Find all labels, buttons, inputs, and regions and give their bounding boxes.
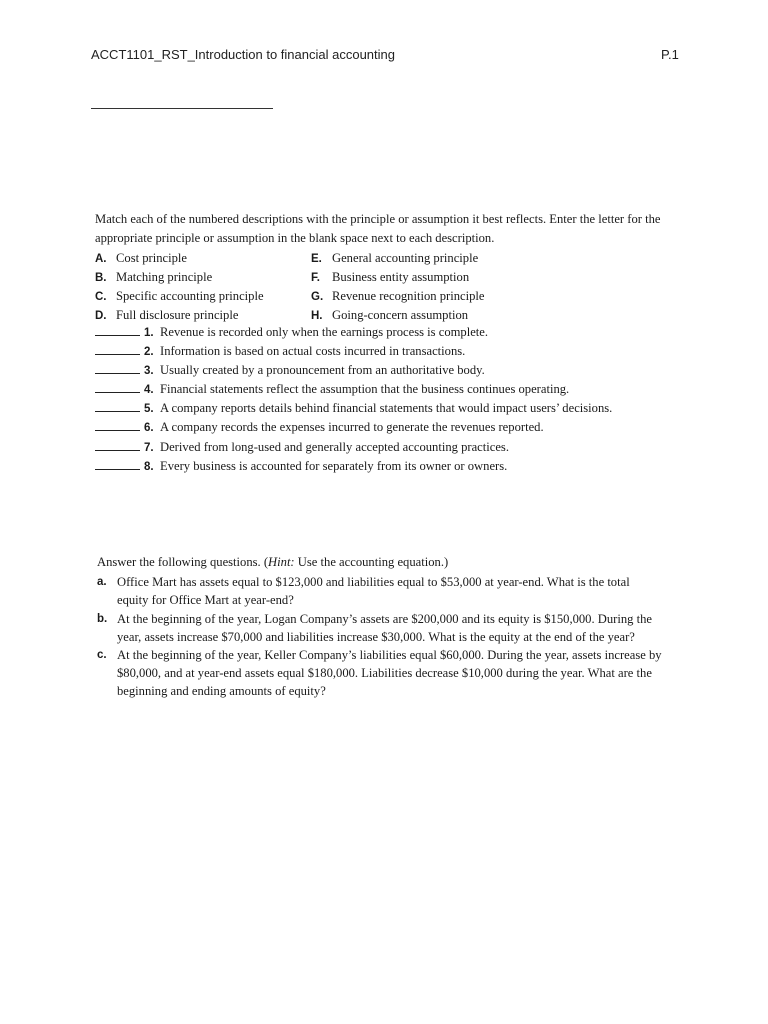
question-text: Office Mart has assets equal to $123,000 and liabilities equal to $53,000 at year-end. What is the total equity for Office Mart at year-end? — [117, 575, 630, 607]
description-text: Revenue is recorded only when the earnings process is complete. — [160, 325, 489, 339]
question-text: At the beginning of the year, Logan Company’s assets are $200,000 and its equity is $150,000. During the year, assets increase $70,000 and liabilities increase $30,000. What is the equity at the end of the year? — [117, 612, 652, 644]
option-text: Business entity assumption — [332, 270, 470, 284]
description-number: 2. — [144, 346, 154, 358]
option-text: Revenue recognition principle — [332, 289, 485, 303]
description-number: 6. — [144, 422, 154, 434]
answer-blank[interactable] — [95, 325, 140, 336]
option-f — [311, 268, 469, 286]
description-number: 4. — [144, 384, 154, 396]
question-a — [97, 573, 662, 609]
option-letter: B. — [95, 272, 107, 284]
option-d — [95, 306, 238, 324]
option-e — [311, 249, 478, 267]
question-letter: c. — [97, 649, 107, 661]
questions-intro — [97, 555, 448, 570]
option-text: Cost principle — [116, 251, 188, 265]
option-h — [311, 306, 468, 324]
intro-text: Use the accounting equation.) — [294, 555, 449, 569]
option-text: Specific accounting principle — [116, 289, 264, 303]
question-b — [97, 610, 662, 646]
description-row — [95, 363, 485, 378]
answer-blank[interactable] — [95, 440, 140, 451]
option-text: Matching principle — [116, 270, 213, 284]
question-letter: a. — [97, 576, 107, 588]
description-row — [95, 325, 488, 340]
option-text: General accounting principle — [332, 251, 479, 265]
option-c — [95, 287, 264, 305]
description-number: 7. — [144, 442, 154, 454]
option-letter: F. — [311, 272, 320, 284]
hint-label: Hint: — [268, 555, 295, 569]
answer-blank[interactable] — [95, 382, 140, 393]
option-letter: E. — [311, 253, 322, 265]
option-text: Going-concern assumption — [332, 308, 469, 322]
page-number: P.1 — [661, 47, 679, 62]
description-number: 1. — [144, 327, 154, 339]
option-letter: H. — [311, 310, 323, 322]
option-letter: C. — [95, 291, 107, 303]
question-c — [97, 646, 662, 700]
description-text: Usually created by a pronouncement from an authoritative body. — [160, 363, 485, 377]
course-header: ACCT1101_RST_Introduction to financial accounting — [91, 47, 395, 62]
description-text: Information is based on actual costs incurred in transactions. — [160, 344, 466, 358]
answer-blank[interactable] — [95, 363, 140, 374]
name-blank-line — [91, 108, 273, 109]
description-text: A company records the expenses incurred to generate the revenues reported. — [160, 420, 544, 434]
option-letter: D. — [95, 310, 107, 322]
answer-blank[interactable] — [95, 401, 140, 412]
question-letter: b. — [97, 613, 108, 625]
description-number: 3. — [144, 365, 154, 377]
description-text: Financial statements reflect the assumption that the business continues operating. — [160, 382, 570, 396]
description-text: A company reports details behind financial statements that would impact users’ decisions. — [160, 401, 613, 415]
description-text: Derived from long-used and generally accepted accounting practices. — [160, 440, 509, 454]
description-row — [95, 344, 465, 359]
description-row — [95, 401, 612, 416]
description-row — [95, 420, 544, 435]
question-text: At the beginning of the year, Keller Company’s liabilities equal $60,000. During the year, assets increase by $80,000, and at year-end assets equal $180,000. Liabilities decrease $10,000 during the year. What are the beginning and ending amounts of equity? — [117, 648, 662, 698]
option-letter: G. — [311, 291, 324, 303]
option-text: Full disclosure principle — [116, 308, 239, 322]
description-text: Every business is accounted for separately from its owner or owners. — [160, 459, 508, 473]
description-number: 8. — [144, 461, 154, 473]
description-row — [95, 459, 507, 474]
answer-blank[interactable] — [95, 344, 140, 355]
description-row — [95, 440, 509, 455]
option-letter: A. — [95, 253, 107, 265]
answer-blank[interactable] — [95, 420, 140, 431]
matching-instructions: Match each of the numbered descriptions with the principle or assumption it best reflects. Enter the letter for the appropriate principle or assumption in the blank space next to each description. — [95, 212, 661, 245]
description-row — [95, 382, 569, 397]
answer-blank[interactable] — [95, 459, 140, 470]
option-a — [95, 249, 187, 267]
description-number: 5. — [144, 403, 154, 415]
option-b — [95, 268, 212, 286]
intro-text: Answer the following questions. ( — [97, 555, 269, 569]
option-g — [311, 287, 484, 305]
